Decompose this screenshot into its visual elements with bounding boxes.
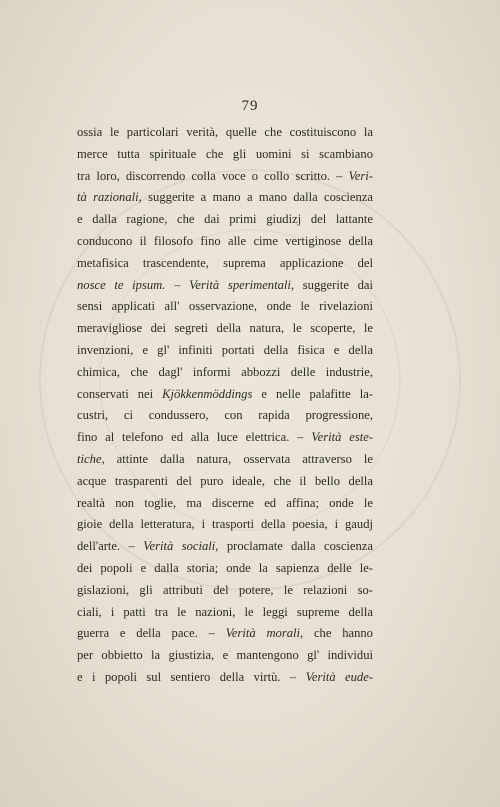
text-run: – — [165, 277, 190, 292]
italic-text: Verità eude- — [305, 669, 373, 684]
text-line — [77, 253, 373, 275]
italic-text: Veri- — [348, 168, 373, 183]
text-line — [77, 362, 373, 384]
text-run: metafisica trascendente, suprema applicazione del — [77, 255, 373, 270]
text-run: suggerite dai — [294, 277, 374, 292]
text-line — [77, 318, 373, 340]
text-run: fino al telefono ed alla luce elettrica. – — [77, 430, 312, 445]
text-line — [77, 166, 373, 188]
text-run: invenzioni, e gl' infiniti portati della fisica e della — [77, 342, 373, 357]
italic-text: tiche, — [77, 451, 105, 466]
text-line — [77, 144, 373, 166]
text-run: acque trasparenti del puro ideale, che il bello della — [77, 473, 373, 488]
text-run: ciali, i patti tra le nazioni, le leggi supreme della — [77, 604, 373, 619]
text-run: attinte dalla natura, osservata attraverso le — [104, 451, 373, 466]
italic-text: Verità sperimentali, — [189, 277, 295, 292]
text-line — [77, 667, 373, 689]
text-run: sensi applicati all' osservazione, onde le rivelazioni — [77, 299, 373, 314]
text-run: dell'arte. – — [77, 539, 144, 554]
text-line — [77, 558, 373, 580]
text-run: e i popoli sul sentiero della virtù. – — [77, 669, 306, 684]
text-line — [77, 427, 373, 449]
text-line — [77, 384, 373, 406]
text-run: e dalla ragione, che dai primi giudizj del lattante — [77, 212, 373, 227]
text-run: conducono il filosofo fino alle cime vertiginose della — [77, 233, 373, 248]
text-line — [77, 405, 373, 427]
text-line — [77, 231, 373, 253]
text-run: che hanno — [303, 626, 373, 641]
text-line — [77, 645, 373, 667]
italic-text: Kjökkenmöddings — [162, 386, 253, 401]
text-run: merce tutta spirituale che gli uomini si scambiano — [77, 146, 373, 161]
text-line — [77, 623, 373, 645]
text-line — [77, 449, 373, 471]
text-run: ossia le particolari verità, quelle che costituiscono la — [77, 125, 373, 139]
text-run: dei popoli e dalla storia; onde la sapienza delle le- — [77, 560, 373, 575]
text-line — [77, 580, 373, 602]
italic-text: tà razionali, — [77, 190, 142, 205]
text-line — [77, 209, 373, 231]
text-run: tra loro, discorrendo colla voce o collo scritto. – — [77, 168, 349, 183]
text-run: proclamate dalla coscienza — [218, 539, 373, 554]
text-run: per obbietto la giustizia, e mantengono gl' individui — [77, 648, 373, 663]
text-line — [77, 514, 373, 536]
italic-text: nosce te ipsum. — [77, 277, 166, 292]
text-run: gioie della letteratura, i trasporti della poesia, i gaudj — [77, 517, 373, 532]
text-line — [77, 275, 373, 297]
text-line — [77, 471, 373, 493]
text-line — [77, 187, 373, 209]
text-run: gislazioni, gli attributi del potere, le relazioni so- — [77, 582, 373, 597]
page-number: 79 — [241, 98, 259, 114]
text-line — [77, 602, 373, 624]
text-run: chimica, che dagl' informi abbozzi delle industrie, — [77, 364, 373, 379]
text-line — [77, 122, 373, 144]
italic-text: Verità morali, — [225, 626, 304, 641]
text-run: meravigliose dei segreti della natura, le scoperte, le — [77, 321, 373, 336]
text-line — [77, 296, 373, 318]
text-run: custri, ci condussero, con rapida progressione, — [77, 408, 373, 423]
italic-text: Verità este- — [311, 430, 373, 445]
body-text — [77, 122, 373, 689]
text-line — [77, 536, 373, 558]
text-run: suggerite a mano a mano dalla coscienza — [141, 190, 373, 205]
text-line — [77, 493, 373, 515]
text-run: realtà non toglie, ma discerne ed affina; onde le — [77, 495, 373, 510]
italic-text: Verità sociali, — [143, 539, 219, 554]
text-run: conservati nei — [77, 386, 163, 401]
text-run: e nelle palafitte la- — [252, 386, 373, 401]
text-line — [77, 340, 373, 362]
text-run: guerra e della pace. – — [77, 626, 226, 641]
